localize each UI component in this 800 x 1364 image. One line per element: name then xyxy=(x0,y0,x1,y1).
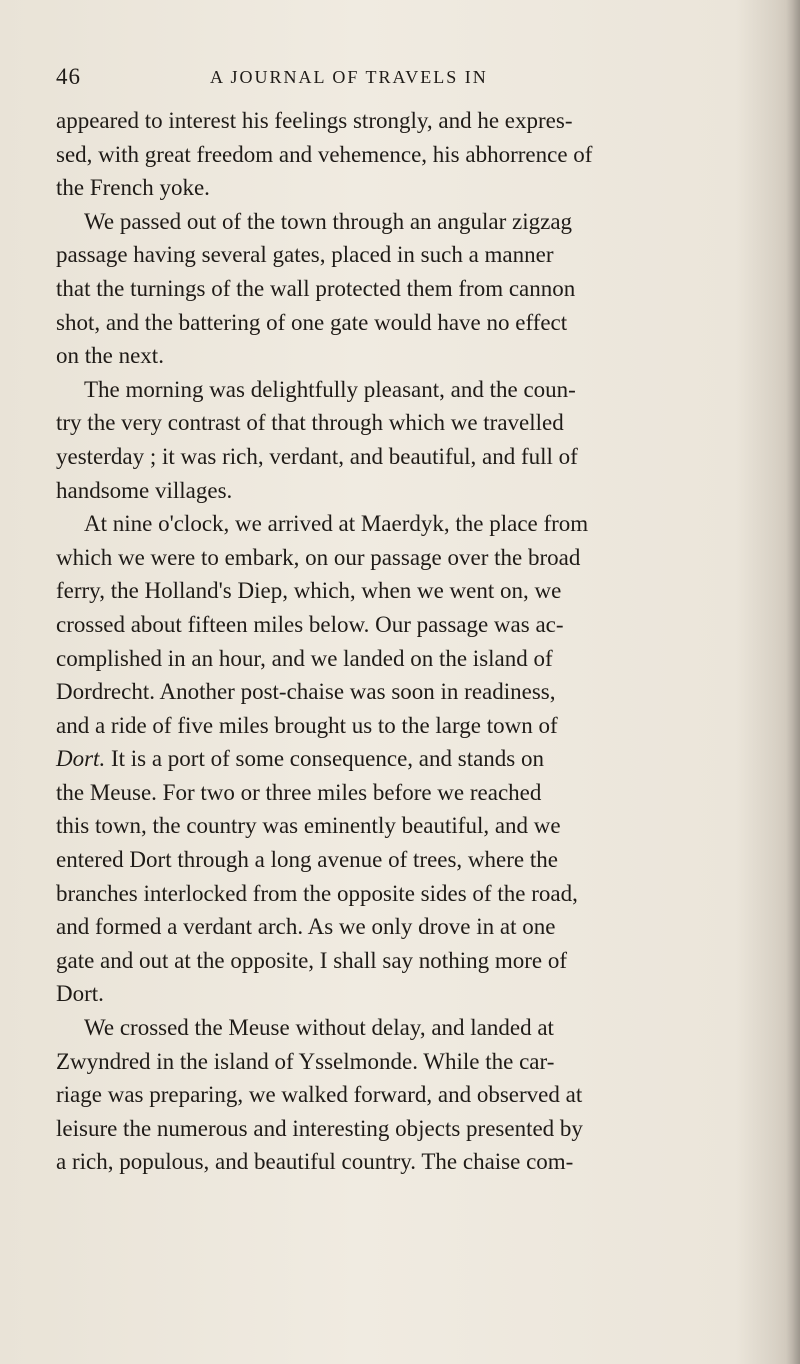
text-line: Zwyndred in the island of Ysselmonde. While the car- xyxy=(56,1048,555,1074)
text-line: crossed about fifteen miles below. Our passage was ac- xyxy=(56,611,564,637)
text-line: complished in an hour, and we landed on the island of xyxy=(56,645,553,671)
text-line: shot, and the battering of one gate would have no effect xyxy=(56,309,568,335)
text-line: Dort. xyxy=(56,981,104,1007)
text-line: try the very contrast of that through which we travelled xyxy=(56,410,564,436)
text-line: handsome villages. xyxy=(56,477,233,503)
text-line: gate and out at the opposite, I shall say nothing more of xyxy=(56,947,567,973)
text-line: leisure the numerous and interesting objects presented by xyxy=(56,1115,583,1141)
text-line: branches interlocked from the opposite sides of the road, xyxy=(56,880,578,906)
text-line: ferry, the Holland's Diep, which, when we went on, we xyxy=(56,578,562,604)
line-remainder: It is a port of some consequence, and stands on xyxy=(110,746,545,772)
text-line: on the next. xyxy=(56,343,164,369)
paragraph-start-line: At nine o'clock, we arrived at Maerdyk, the place from xyxy=(84,511,589,537)
paragraph-start-line: We passed out of the town through an angular zigzag xyxy=(84,208,573,234)
text-line: a rich, populous, and beautiful country. The chaise com- xyxy=(56,1149,574,1175)
page-edge-shadow xyxy=(786,0,800,1364)
paragraph-start-line: The morning was delightfully pleasant, and the coun- xyxy=(84,376,576,402)
text-line: and formed a verdant arch. As we only drove in at one xyxy=(56,914,556,940)
text-line: passage having several gates, placed in such a manner xyxy=(56,242,554,268)
text-line: appeared to interest his feelings strongly, and he expres- xyxy=(56,108,573,133)
page-header xyxy=(56,64,706,92)
text-line: Dordrecht. Another post-chaise was soon in readiness, xyxy=(56,679,556,705)
text-line-with-italic xyxy=(56,742,736,776)
text-line: this town, the country was eminently beautiful, and we xyxy=(56,813,561,839)
text-line: that the turnings of the wall protected them from cannon xyxy=(56,275,576,301)
paragraph-start-line: We crossed the Meuse without delay, and landed at xyxy=(84,1015,554,1041)
text-line: entered Dort through a long avenue of trees, where the xyxy=(56,847,558,873)
text-line: riage was preparing, we walked forward, and observed at xyxy=(56,1082,583,1108)
text-line: and a ride of five miles brought us to the large town of xyxy=(56,712,558,738)
text-line: the French yoke. xyxy=(56,175,210,201)
text-line: the Meuse. For two or three miles before we reached xyxy=(56,779,542,805)
page-number: 46 xyxy=(56,64,81,89)
body-text xyxy=(56,104,736,1179)
italic-place-name: Dort. xyxy=(56,746,106,772)
running-title: A JOURNAL OF TRAVELS IN xyxy=(210,67,488,87)
text-line: yesterday ; it was rich, verdant, and beautiful, and full of xyxy=(56,443,578,469)
text-line: which we were to embark, on our passage over the broad xyxy=(56,544,581,570)
text-line: sed, with great freedom and vehemence, his abhorrence of xyxy=(56,141,593,167)
